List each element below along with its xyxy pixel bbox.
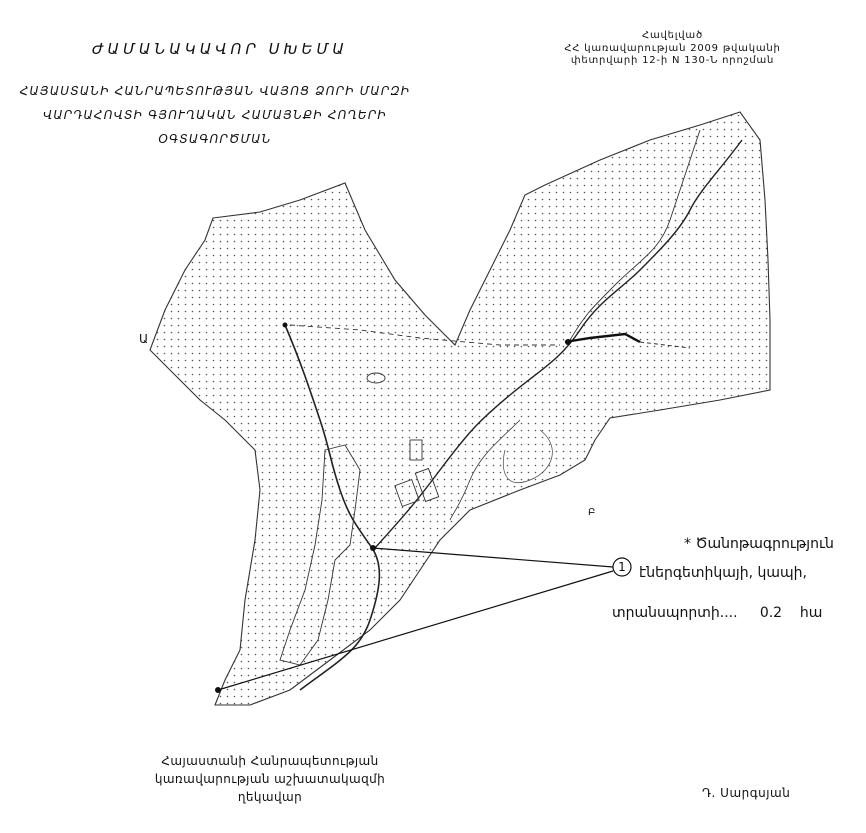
- document-subtitle-line-2: ՎԱՐԴԱՀՈՎՏԻ ԳՅՈՒՂԱԿԱՆ ՀԱՄԱՅՆՔԻ ՀՈՂԵՐԻ: [43, 108, 387, 122]
- point-east: [565, 339, 571, 345]
- note-item-line-1: էներգետիկայի, կապի,: [639, 565, 807, 581]
- appendix-line-2: ՀՀ կառավարության 2009 թվականի: [564, 42, 781, 54]
- document-title: ԺԱՄԱՆԱԿԱՎՈՐ ՍԽԵՄԱ: [92, 40, 348, 58]
- signer-position-line-2: կառավարության աշխատակազմի: [154, 772, 386, 786]
- signer-position: [150, 752, 390, 806]
- point-west: [283, 323, 288, 328]
- signer-name: Դ. Սարգսյան: [702, 786, 791, 800]
- signer-position-line-3: ղեկավար: [237, 790, 303, 804]
- map-marker-b: Բ: [588, 507, 596, 518]
- document-subtitle-line-3: ՕԳՏԱԳՈՐԾՄԱՆ: [158, 132, 272, 146]
- map-marker-a: Ա: [139, 332, 149, 346]
- document-subtitle-line-1: ՀԱՅԱՍՏԱՆԻ ՀԱՆՐԱՊԵՏՈՒԹՅԱՆ ՎԱՅՈՑ ՁՈՐԻ ՄԱՐԶԻ: [19, 84, 411, 98]
- note-item-line-2: տրանսպորտի.... 0.2 հա: [612, 605, 823, 621]
- appendix-line-1: Հավելված: [642, 30, 703, 41]
- note-heading: * Ծանոթագրություն: [684, 536, 834, 552]
- appendix-reference: [560, 30, 785, 68]
- note-marker-number: 1: [618, 560, 626, 574]
- appendix-line-3: փետրվարի 12-ի N 130-Ն որոշման: [570, 55, 775, 66]
- signer-position-line-1: Հայաստանի Հանրապետության: [161, 754, 379, 768]
